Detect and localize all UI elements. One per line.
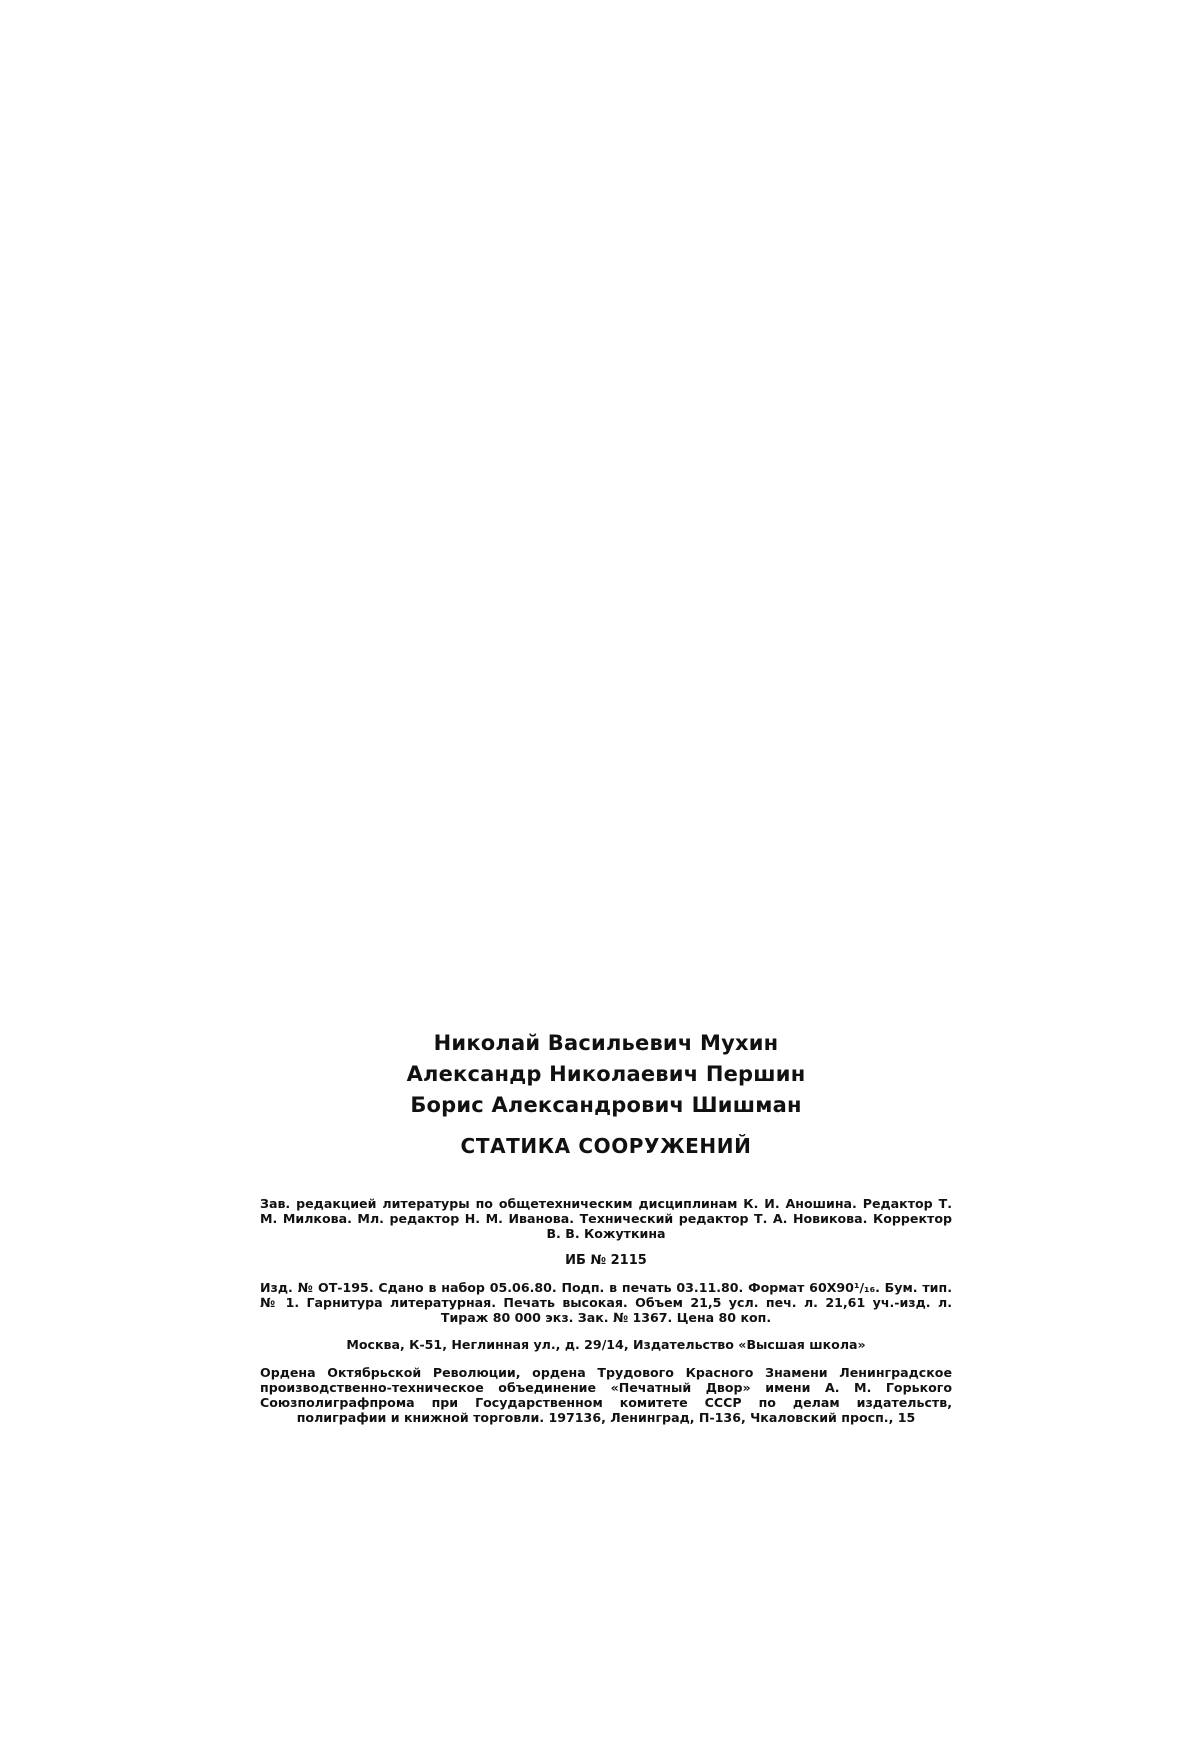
- author-name: Александр Николаевич Першин: [406, 1062, 806, 1086]
- printer-information: Ордена Октябрьской Революции, ордена Трудового Красного Знамени Ленинградское производственно-техническое объединение «Печатный Двор» имени А. М. Горького Союзполиграфпрома при Государственном комитете СССР по делам издательств, полиграфии и книжной торговли. 197136, Ленинград, П-136, Чкаловский просп., 15: [260, 1365, 952, 1425]
- author-name: Николай Васильевич Мухин: [433, 1031, 779, 1055]
- print-information: Изд. № ОТ-195. Сдано в набор 05.06.80. Подп. в печать 03.11.80. Формат 60X90¹/₁₆. Бум. тип. № 1. Гарнитура литературная. Печать высокая. Объем 21,5 усл. печ. л. 21,61 уч.-изд. л. Тираж 80 000 экз. Зак. № 1367. Цена 80 коп.: [260, 1280, 952, 1325]
- ib-number: ИБ № 2115: [565, 1253, 647, 1268]
- author-list: [260, 1028, 952, 1121]
- author-name: Борис Александрович Шишман: [410, 1093, 802, 1117]
- book-title: СТАТИКА СООРУЖЕНИЙ: [460, 1134, 752, 1158]
- editors-credits: Зав. редакцией литературы по общетехническим дисциплинам К. И. Аношина. Редактор Т. М. Милкова. Мл. редактор Н. М. Иванова. Технический редактор Т. А. Новикова. Корректор В. В. Кожуткина: [260, 1196, 952, 1241]
- colophon: [260, 1028, 952, 1425]
- publisher-address: Москва, К-51, Неглинная ул., д. 29/14, Издательство «Высшая школа»: [346, 1337, 866, 1352]
